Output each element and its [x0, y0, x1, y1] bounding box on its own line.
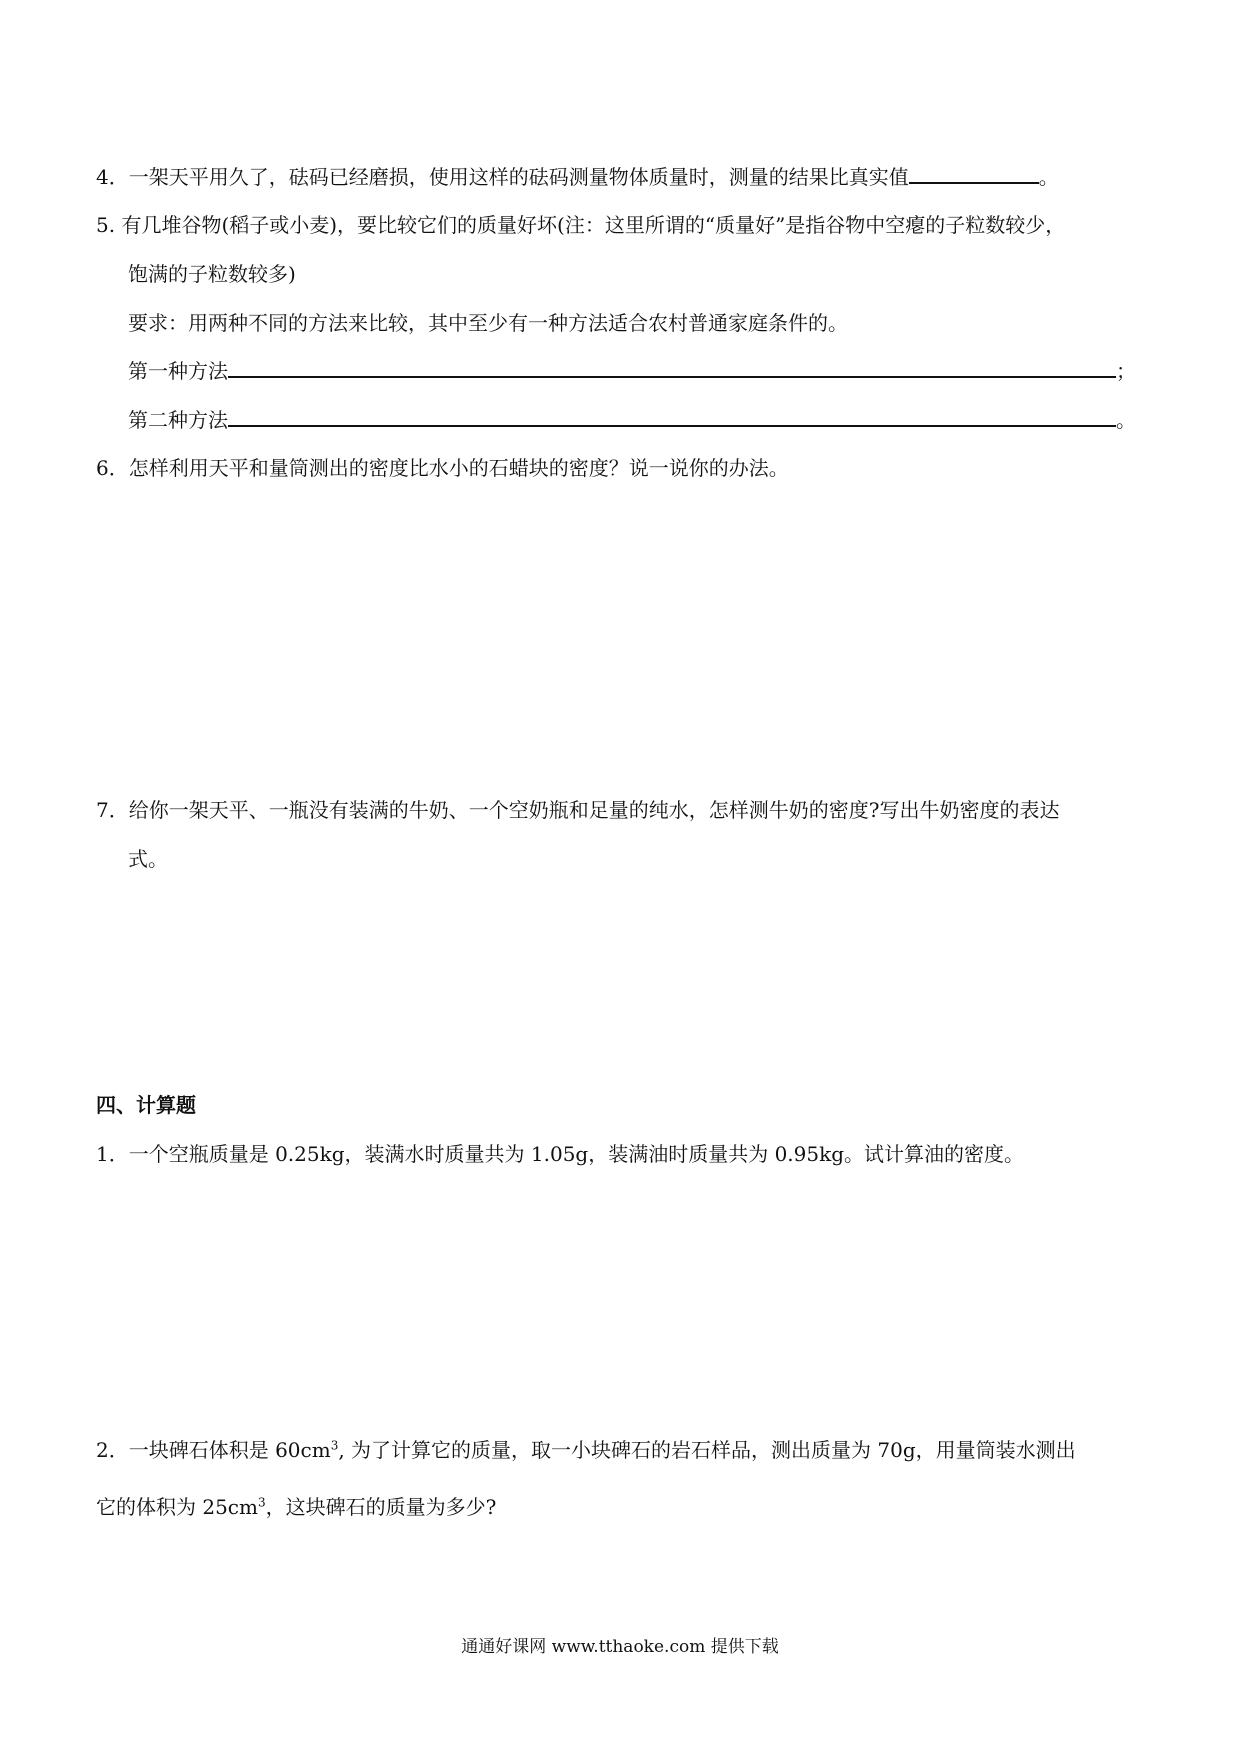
question-4-text: 一架天平用久了，砝码已经磨损，使用这样的砝码测量物体质量时，测量的结果比真实值 [128, 165, 909, 189]
calc-question-2-line-1 [96, 1436, 1076, 1464]
method-1-answer-blank[interactable] [228, 356, 1116, 378]
method-2-answer-blank[interactable] [228, 405, 1116, 427]
method-2-row [128, 405, 1136, 434]
page-footer: 通通好课网 www.tthaoke.com 提供下载 [461, 1637, 779, 1657]
question-4 [96, 162, 1059, 191]
section-4-title: 四、计算题 [96, 1093, 196, 1117]
method-2-label: 第二种方法 [128, 408, 228, 432]
calc-2-line-2-part-a: 它的体积为 25cm [96, 1495, 258, 1519]
method-1-label: 第一种方法 [128, 359, 228, 383]
calc-2-line-1-part-b: , 为了计算它的质量，取一小块碑石的岩石样品，测出质量为 70g，用量筒装水测出 [338, 1438, 1076, 1462]
question-4-end: 。 [1038, 165, 1059, 189]
calc-2-line-1-part-a: 2．一块碑石体积是 60cm [96, 1438, 331, 1462]
question-7-line-1: 7．给你一架天平、一瓶没有装满的牛奶、一个空奶瓶和足量的纯水，怎样测牛奶的密度?写出牛奶密度的表达 [96, 798, 1060, 822]
question-5-requirement: 要求：用两种不同的方法来比较，其中至少有一种方法适合农村普通家庭条件的。 [128, 311, 848, 335]
method-2-end: 。 [1116, 408, 1136, 432]
calc-2-line-2-superscript: 3 [257, 1495, 266, 1510]
question-7-line-2: 式。 [128, 847, 168, 871]
method-1-end: ； [1116, 359, 1136, 383]
method-1-row [128, 356, 1136, 385]
question-4-number: 4． [96, 165, 129, 189]
calc-question-1: 1．一个空瓶质量是 0.25kg，装满水时质量共为 1.05g，装满油时质量共为 0.95kg。试计算油的密度。 [96, 1142, 1025, 1166]
calc-question-2-line-2 [96, 1493, 496, 1521]
calc-2-line-1-superscript: 3 [330, 1438, 339, 1453]
question-4-answer-blank[interactable] [909, 162, 1039, 184]
calc-2-line-2-part-b: ，这块碑石的质量为多少? [265, 1495, 497, 1519]
question-6: 6．怎样利用天平和量筒测出的密度比水小的石蜡块的密度？说一说你的办法。 [96, 456, 789, 480]
question-5-line-2: 饱满的子粒数较多) [128, 262, 296, 286]
question-5-line-1: 5. 有几堆谷物(稻子或小麦)，要比较它们的质量好坏(注：这里所谓的“质量好”是指谷物中空瘪的子粒数较少， [96, 213, 1066, 237]
